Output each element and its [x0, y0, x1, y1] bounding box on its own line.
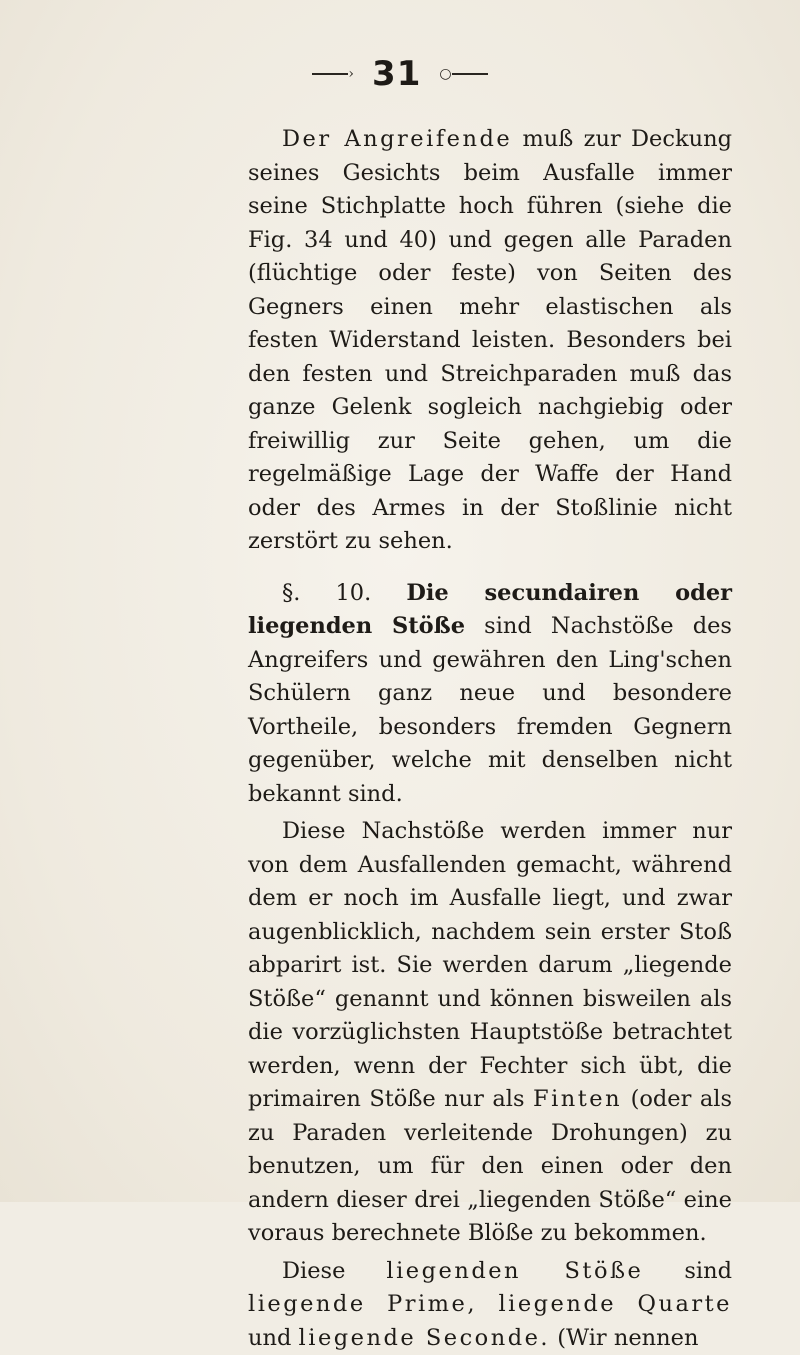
right-ornament-rule	[439, 67, 487, 81]
paragraph-text: und	[248, 1325, 299, 1351]
body-text	[248, 123, 732, 1355]
paragraph-text: (oder als zu Paraden verleitende Drohungen) zu benutzen, um für den einen oder den andern dieser drei „liegenden Stöße“ eine voraus berechnete Blöße zu bekommen.	[248, 1086, 732, 1246]
emphasis-liegende-stoesse: liegenden Stöße	[386, 1258, 643, 1284]
paragraph-text: sind Nachstöße des Angreifers und gewähren den Ling'schen Schülern ganz neue und besondere Vortheile, besonders fremden Gegnern gegenüber, welche mit denselben nicht bekannt sind.	[248, 613, 732, 807]
ornament-arrow-right-icon: ›	[348, 67, 354, 81]
paragraph-text: muß zur Deckung seines Gesichts beim Ausfalle immer seine Stichplatte hoch führen (siehe die Fig. 34 und 40) und gegen alle Paraden (flüchtige oder feste) von Seiten des Gegners einen mehr elastischen als festen Widerstand leisten. Besonders bei den festen und Streichparaden muß das ganze Gelenk sogleich nachgiebig oder freiwillig zur Seite gehen, um die regelmäßige Lage der Waffe der Hand oder des Armes in der Stoßlinie nicht zerstört zu sehen.	[248, 126, 732, 554]
left-ornament-rule	[312, 67, 354, 81]
paragraph-1	[248, 123, 732, 559]
section-title: Die secundairen oder liegenden Stöße	[248, 580, 732, 640]
paragraph-text: Diese Nachstöße werden immer nur von dem Ausfallenden gemacht, während dem er noch im Ausfalle liegt, und zwar augenblicklich, nachdem sein erster Stoß abparirt ist. Sie werden darum „liegende Stöße“ genannt und können bisweilen als die vorzüglichsten Hauptstöße betrachtet werden, wenn der Fechter sich übt, die primairen Stöße nur als	[248, 818, 732, 1112]
paragraph-text: sind	[643, 1258, 732, 1284]
paragraph-3	[248, 815, 732, 1251]
page-number: 31	[372, 54, 421, 94]
ornament-line	[452, 73, 488, 75]
paragraph-text: Diese	[282, 1258, 386, 1284]
paragraph-text: (Wir nennen	[550, 1325, 698, 1351]
ornament-line	[312, 73, 348, 75]
paragraph-lead: Der Angreifende	[282, 126, 512, 152]
paragraph-4	[248, 1255, 732, 1355]
paragraph-2	[248, 577, 732, 812]
ornament-circle-icon: ○	[439, 67, 451, 81]
section-number: §. 10.	[282, 580, 371, 606]
emphasis-prime-quarte: liegende Prime, liegende Quarte	[248, 1291, 732, 1317]
emphasis-seconde: liegende Seconde.	[299, 1325, 551, 1351]
emphasis-finten: Finten	[533, 1086, 622, 1112]
page-header	[0, 52, 800, 96]
